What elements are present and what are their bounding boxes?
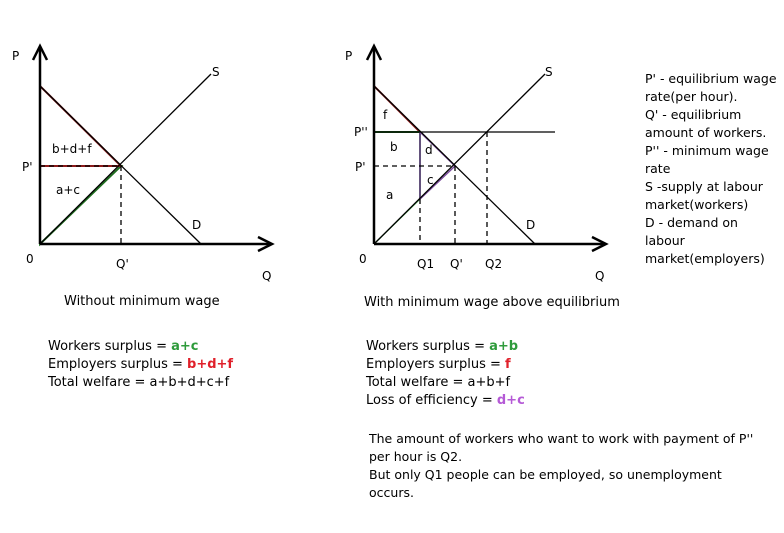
unemployment-note [369, 430, 769, 502]
note-line-1: The amount of workers who want to work with payment of P'' per hour is Q2. [369, 431, 754, 464]
right-loss-value: d+c [496, 393, 525, 408]
left-axis-q: Q [262, 269, 272, 283]
right-demand-label: D [526, 218, 536, 232]
left-workers-prefix: Workers surplus = [48, 339, 172, 354]
left-area-bottom-label: a+c [56, 183, 81, 197]
note-line-2: But only Q1 people can be employed, so unemployment occurs. [369, 467, 722, 500]
right-min-price-label: P'' [354, 125, 368, 139]
left-price-label: P' [22, 160, 33, 174]
right-caption: With minimum wage above equilibrium [364, 295, 620, 310]
legend-item: Q' - equilibrium amount of workers. [645, 107, 767, 140]
right-loss-prefix: Loss of efficiency = [366, 393, 497, 408]
right-supply-label: S [545, 65, 553, 79]
right-supply-line [374, 74, 545, 244]
right-area-a-label: a [386, 188, 394, 202]
right-employers-value: f [505, 357, 511, 372]
right-area-c-label: c [427, 173, 434, 187]
left-origin: 0 [26, 252, 34, 266]
left-diagram [12, 46, 272, 283]
left-employers-prefix: Employers surplus = [48, 357, 188, 372]
right-axis-q: Q [595, 269, 605, 283]
left-qty-label: Q' [116, 257, 129, 271]
left-supply-label: S [212, 65, 220, 79]
legend-item: P' - equilibrium wage rate(per hour). [645, 71, 777, 104]
right-area-d-label: d [425, 143, 433, 157]
right-employers-surplus [366, 356, 511, 374]
right-price-label: P' [355, 160, 366, 174]
right-origin: 0 [359, 252, 367, 266]
left-demand-label: D [192, 218, 202, 232]
right-area-b-label: b [390, 140, 398, 154]
left-caption: Without minimum wage [64, 294, 220, 309]
left-total-welfare: Total welfare = a+b+d+c+f [48, 375, 230, 390]
left-axis-p: P [12, 49, 20, 63]
legend-item: P'' - minimum wage rate [645, 143, 769, 176]
left-workers-value: a+c [171, 339, 199, 354]
right-diagram [345, 46, 606, 283]
left-area-top-label: b+d+f [52, 142, 92, 156]
legend [645, 70, 780, 268]
right-area-f-label: f [383, 108, 388, 122]
right-q2-label: Q2 [485, 257, 503, 271]
right-workers-value: a+b [489, 339, 519, 354]
left-employers-surplus [48, 356, 233, 374]
right-workers-surplus [366, 338, 518, 356]
legend-item: S -supply at labour market(workers) [645, 179, 763, 212]
right-qe-label: Q' [450, 257, 463, 271]
right-axis-p: P [345, 49, 353, 63]
left-supply-line [40, 74, 211, 244]
right-employers-prefix: Employers surplus = [366, 357, 506, 372]
right-q1-label: Q1 [417, 257, 435, 271]
right-loss-efficiency [366, 392, 525, 410]
right-workers-prefix: Workers surplus = [366, 339, 490, 354]
legend-item: D - demand on labour market(employers) [645, 215, 765, 266]
left-workers-surplus [48, 338, 198, 356]
right-total-welfare: Total welfare = a+b+f [366, 375, 511, 390]
left-employers-value: b+d+f [187, 357, 234, 372]
